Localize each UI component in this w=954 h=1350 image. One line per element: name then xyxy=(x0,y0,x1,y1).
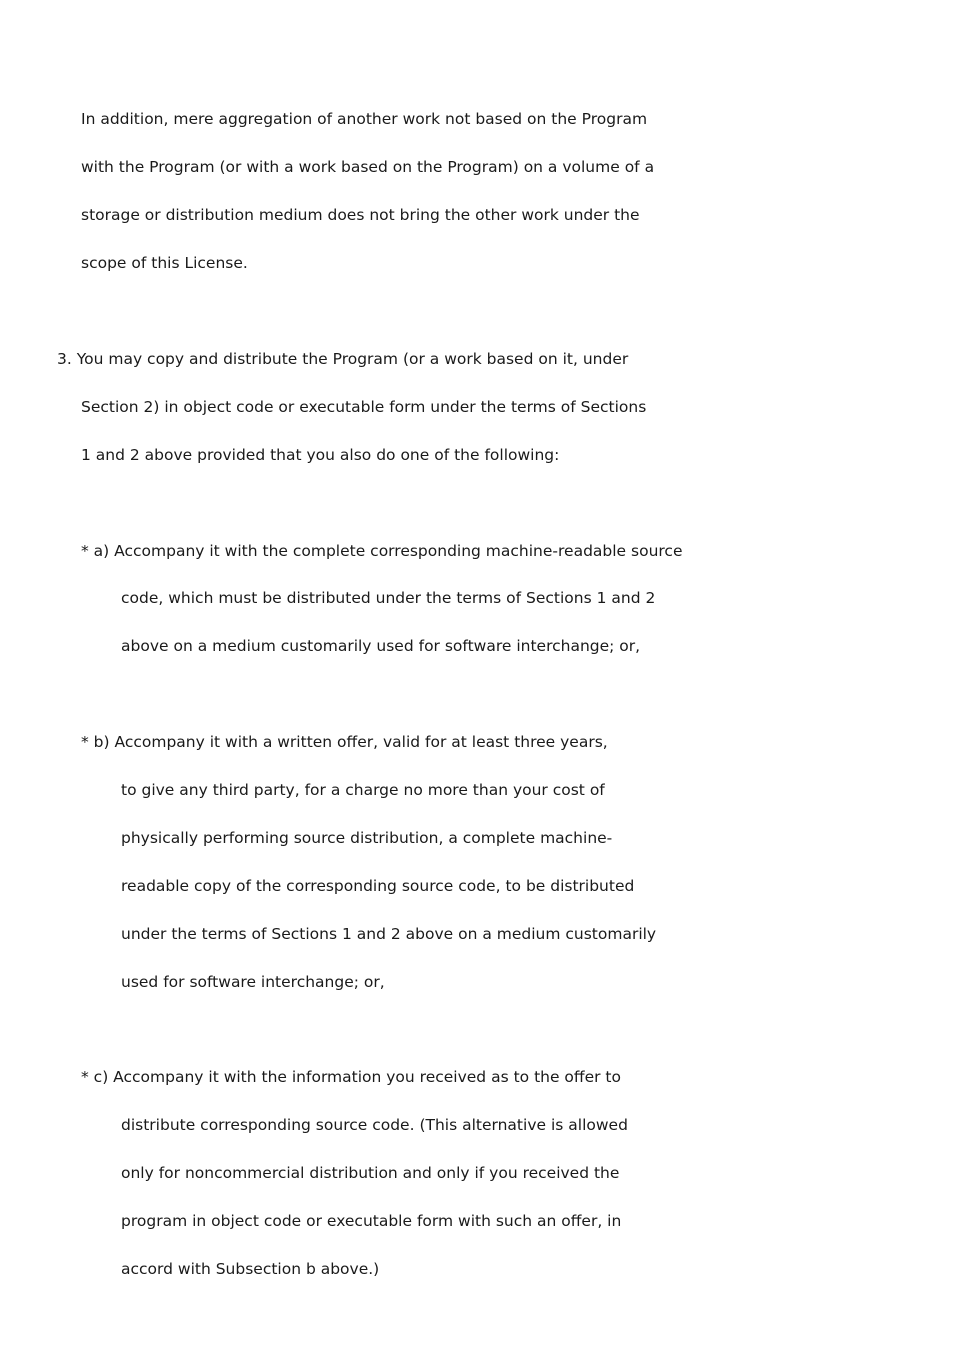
text-line: above on a medium customarily used for software interchange; or, xyxy=(121,637,641,655)
text-line: * b) Accompany it with a written offer, valid for at least three years, xyxy=(81,733,608,751)
text-line: * a) Accompany it with the complete corresponding machine-readable source xyxy=(81,542,683,560)
text-line: under the terms of Sections 1 and 2 above on a medium customarily xyxy=(121,925,657,943)
text-line: only for noncommercial distribution and only if you received the xyxy=(121,1164,620,1182)
text-line: scope of this License. xyxy=(81,254,248,272)
text-line: with the Program (or with a work based on the Program) on a volume of a xyxy=(81,158,655,176)
text-line: In addition, mere aggregation of another work not based on the Program xyxy=(81,110,648,128)
text-line: used for software interchange; or, xyxy=(121,973,385,991)
text-line: code, which must be distributed under the terms of Sections 1 and 2 xyxy=(121,589,656,607)
text-line: storage or distribution medium does not bring the other work under the xyxy=(81,206,640,224)
text-line: to give any third party, for a charge no more than your cost of xyxy=(121,781,605,799)
text-line: program in object code or executable form with such an offer, in xyxy=(121,1212,622,1230)
text-line: * c) Accompany it with the information you received as to the offer to xyxy=(81,1068,621,1086)
text-line: 3. You may copy and distribute the Program (or a work based on it, under xyxy=(57,350,629,368)
text-line: readable copy of the corresponding source code, to be distributed xyxy=(121,877,635,895)
text-line: distribute corresponding source code. (This alternative is allowed xyxy=(121,1116,628,1134)
text-line: 1 and 2 above provided that you also do one of the following: xyxy=(81,446,560,464)
text-line: physically performing source distribution, a complete machine- xyxy=(121,829,613,847)
text-line: accord with Subsection b above.) xyxy=(121,1260,380,1278)
text-line: Section 2) in object code or executable form under the terms of Sections xyxy=(81,398,647,416)
